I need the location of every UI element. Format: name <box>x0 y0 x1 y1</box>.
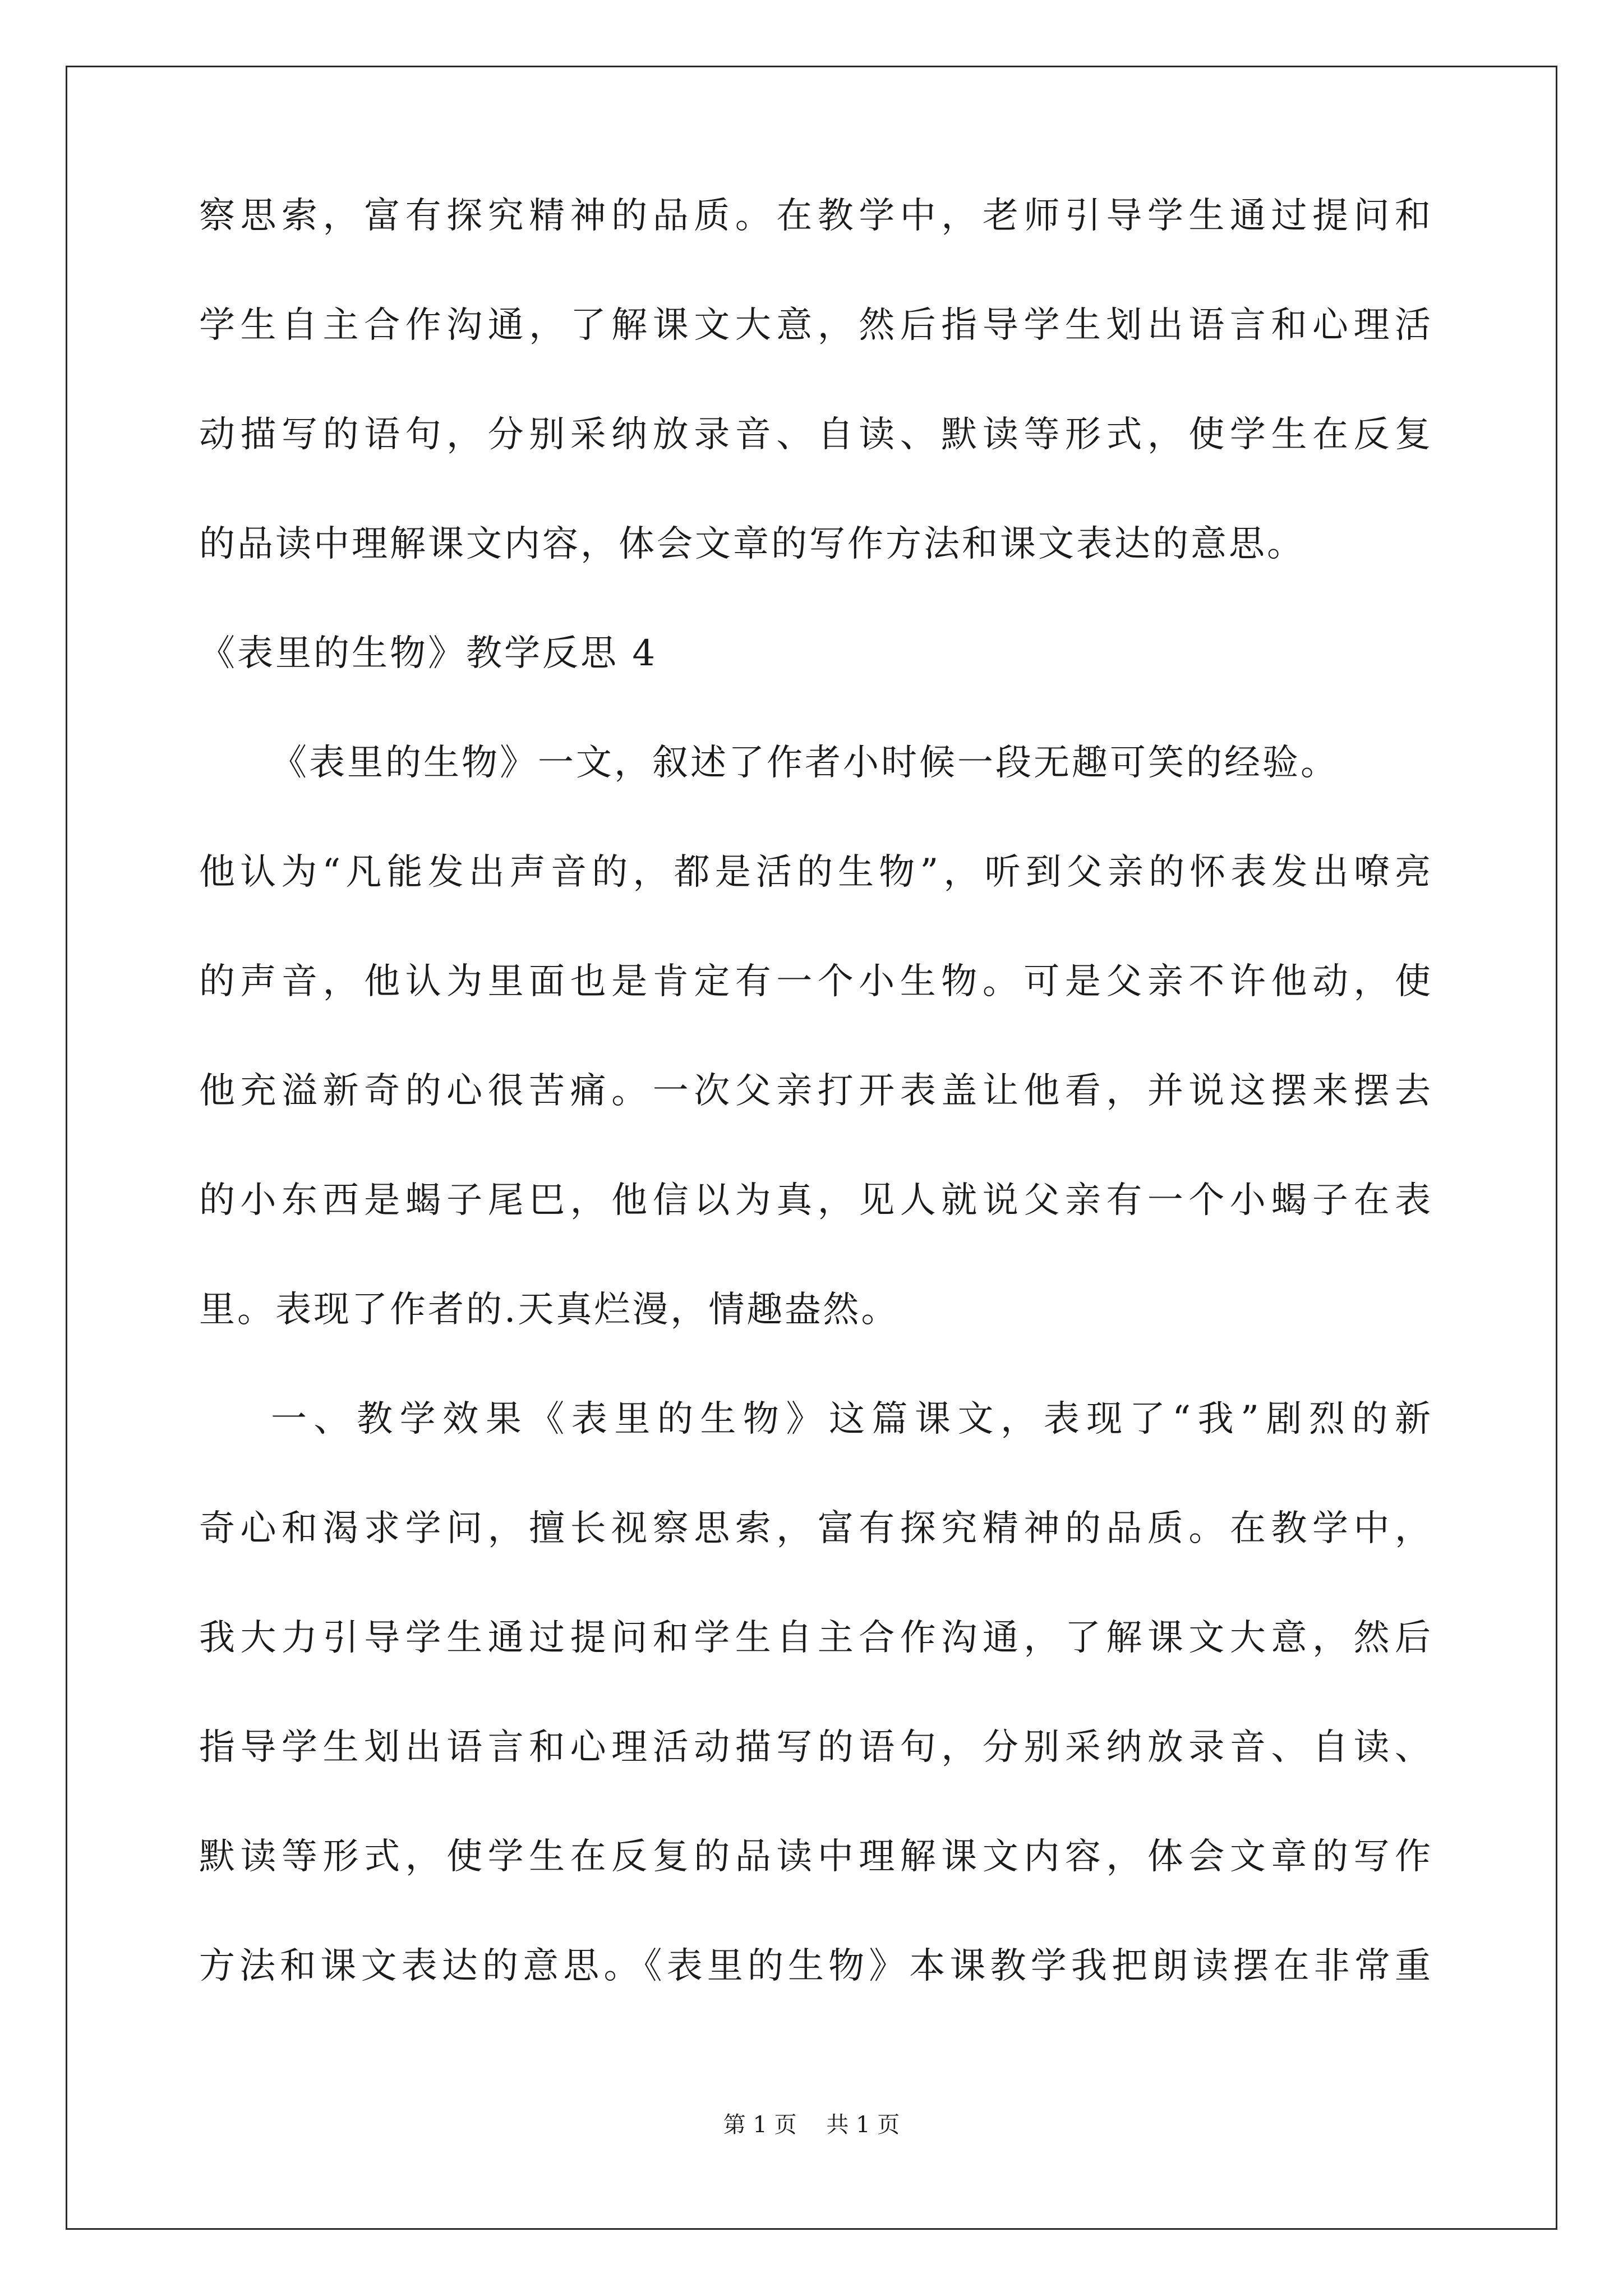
body-line: 的品读中理解课文内容，体会文章的写作方法和课文表达的意思。 <box>199 523 1305 565</box>
body-line: 动描写的语句，分别采纳放录音、自读、默读等形式，使学生在反复 <box>199 414 1433 455</box>
body-line: 他充溢新奇的心很苦痛。一次父亲打开表盖让他看，并说这摆来摆去 <box>199 1070 1433 1112</box>
page-total: 共 1 页 <box>826 2112 900 2138</box>
page-footer <box>0 2109 1623 2141</box>
body-line: 奇心和渴求学问，擅长视察思索，富有探究精神的品质。在教学中， <box>199 1508 1433 1549</box>
body-line: 我大力引导学生通过提问和学生自主合作沟通，了解课文大意，然后 <box>199 1617 1433 1659</box>
body-line: 学生自主合作沟通，了解课文大意，然后指导学生划出语言和心理活 <box>199 305 1433 346</box>
body-line: 默读等形式，使学生在反复的品读中理解课文内容，体会文章的写作 <box>199 1836 1433 1878</box>
body-line: 里。表现了作者的.天真烂漫，情趣盎然。 <box>199 1289 900 1331</box>
body-line: 指导学生划出语言和心理活动描写的语句，分别采纳放录音、自读、 <box>199 1727 1433 1768</box>
body-line: 的小东西是蝎子尾巴，他信以为真，见人就说父亲有一个小蝎子在表 <box>199 1180 1433 1221</box>
body-line: 他认为“凡能发出声音的，都是活的生物”，听到父亲的怀表发出嘹亮 <box>199 852 1433 893</box>
paragraph-first-line: 一、教学效果《表里的生物》这篇课文，表现了“我”剧烈的新 <box>271 1398 1433 1440</box>
body-line: 方法和课文表达的意思。《表里的生物》本课教学我把朗读摆在非常重 <box>199 1945 1433 1987</box>
page-border <box>66 66 1557 2230</box>
section-heading: 《表里的生物》教学反思 4 <box>199 633 658 674</box>
body-line: 察思索，富有探究精神的品质。在教学中，老师引导学生通过提问和 <box>199 195 1433 237</box>
body-line: 的声音，他认为里面也是肯定有一个小生物。可是父亲不许他动，使 <box>199 961 1433 1002</box>
paragraph-first-line: 《表里的生物》一文，叙述了作者小时候一段无趣可笑的经验。 <box>271 742 1339 784</box>
page-number: 第 1 页 <box>723 2112 797 2138</box>
